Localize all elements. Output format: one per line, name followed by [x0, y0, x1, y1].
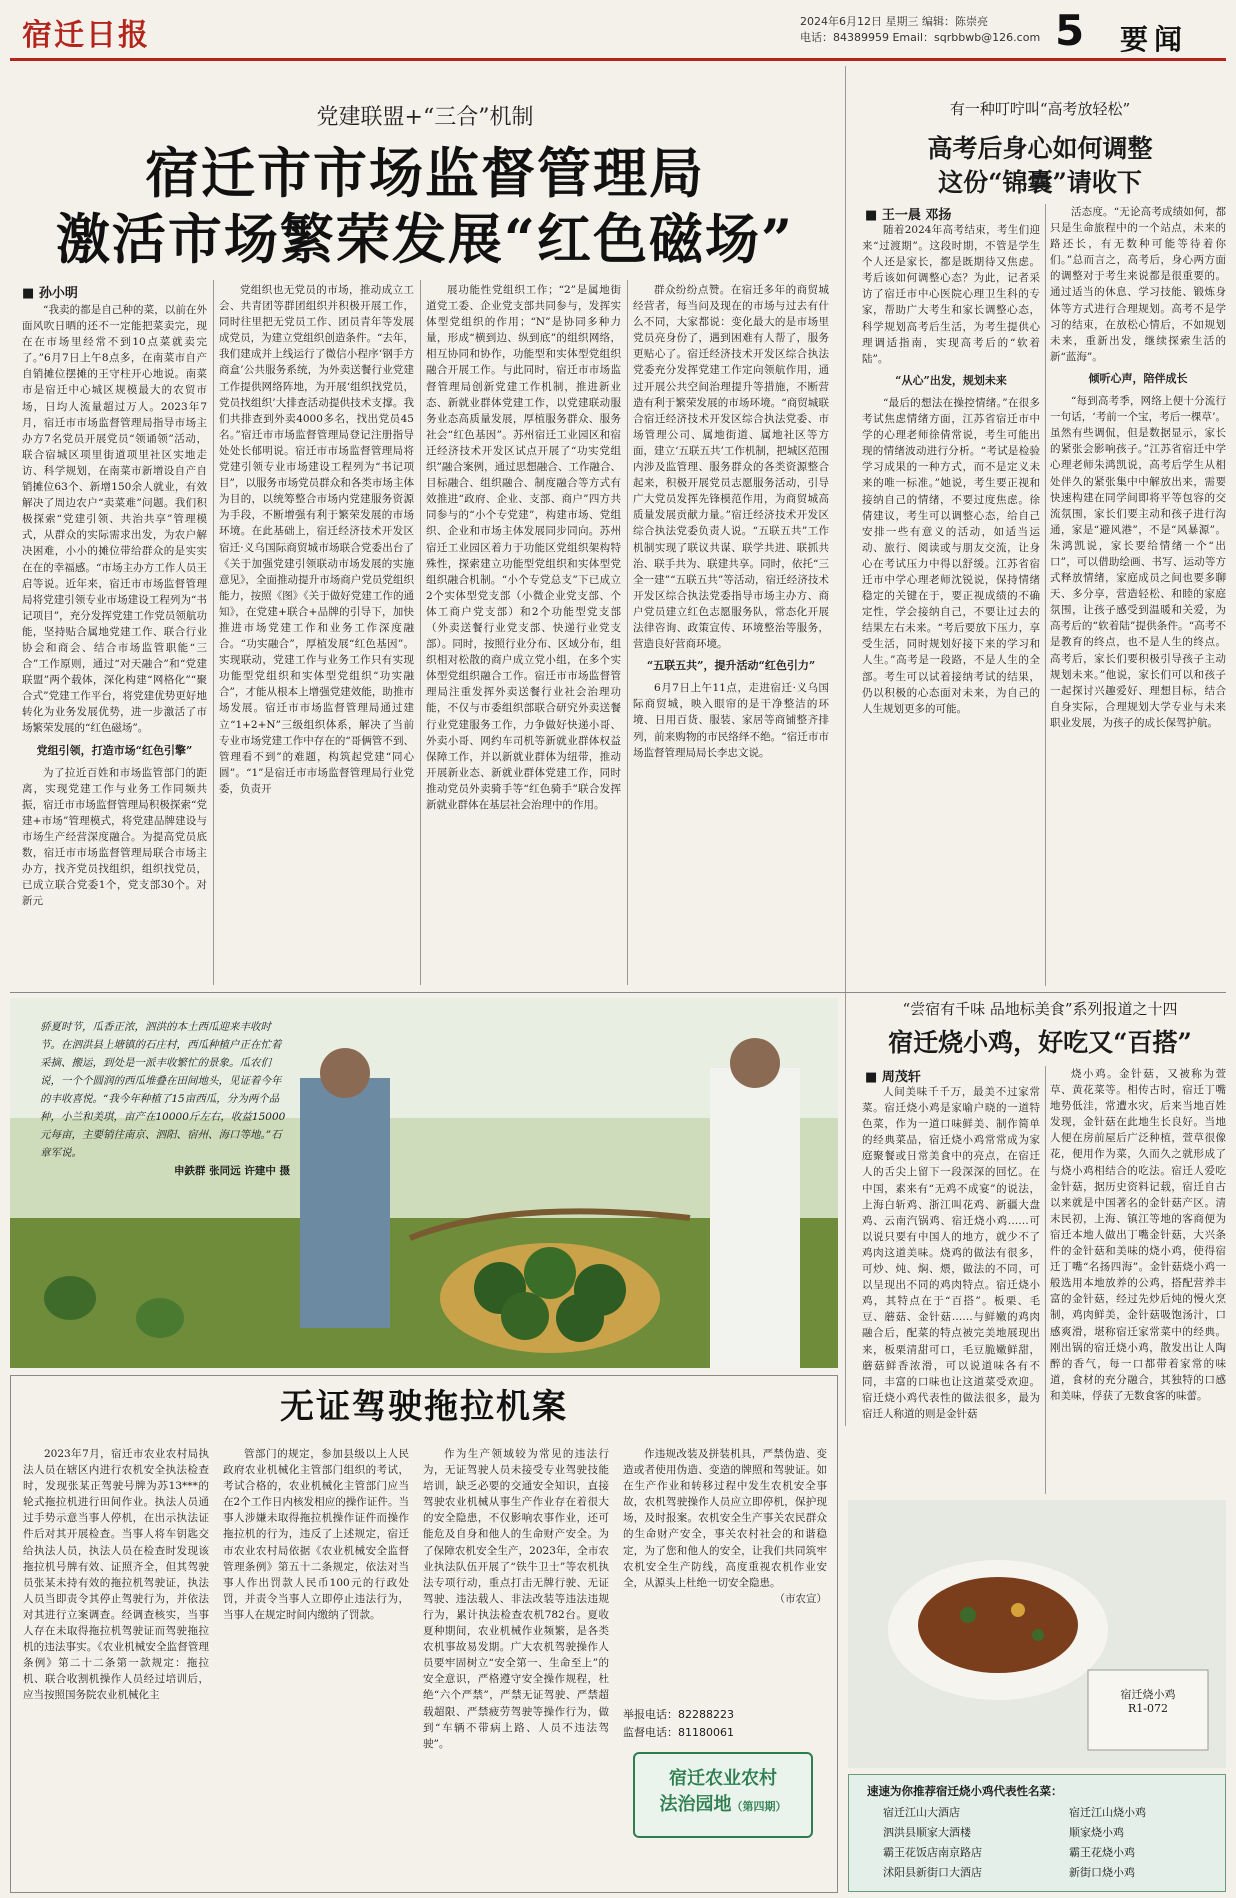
gaokao-column-2: [1050, 204, 1226, 986]
chicken-kicker: “尝宿有千味 品地标美食”系列报道之十四: [902, 1000, 1178, 1018]
lead-column-4: [633, 282, 829, 986]
stamp-line3: （第四期）: [731, 1800, 787, 1813]
lead-column-3: [426, 282, 621, 986]
recommend-restaurant: 沭阳县新街口大酒店: [883, 1866, 982, 1879]
lead-col1-subhead: 党组引领，打造市场“红色引擎”: [36, 743, 193, 757]
stamp-line2-wrap: [635, 1790, 811, 1816]
tractor-col1-text: 2023年7月，宿迁市农业农村局执法人员在辖区内进行农机安全执法检查时，发现张某正驾驶号牌为苏13***的轮式拖拉机进行田间作业。执法人员通过手势示意当事人停机，在出示执法证件后对其开展检查。当事人将车钥匙交给执法人员，执法人员在检查时发现该拖拉机号牌有效、证照齐全，但其驾驶员张某未持有效的拖拉机驾驶证，执法人员当即责令其停止驾驶行为，并依法对其进行立案调查。经调查核实，当事人存在未取得拖拉机驾驶证而驾驶拖拉机的违法事实。《农业机械安全监督管理条例》第二十二条第一款规定：拖拉机、联合收割机操作人员经过培训后，应当按照国务院农业机械化主: [23, 1448, 209, 1702]
masthead-meta: [800, 14, 1040, 46]
tractor-column-4: [623, 1446, 827, 1686]
lead-col3-text: 展功能性党组织工作；“2”是属地街道党工委、企业党支部共同参与，发挥实体型党组织的作用；“N”是协同多种力量，形成“横到边、纵到底”的组织网络，相互协同和协作，功能型和实体型党组织融合开展工作。与此同时，宿迁市市场监督管理局创新党建工作机制，推进新业态、新就业群体党建工作，以党建联动服务业态高质量发展，厚植服务群众、服务社会“红色基因”。苏州宿迁工业园区和宿迁经济技术开发区试点开展了“功实党组织”融合案例，通过思想融合、工作融合、目标融合、组织融合、制度融合等方式有效推进“政府、企业、支部、商户”四方共同参与的“小个专党建”，构建市场、党组织、企业和市场主体发展同步同向。苏州宿迁工业园区着力于功能区党组织架构特殊性，探索建立功能型党组织和实体型党组织融合机制。“小个专党总支”下已成立2个实体型党支部（小微企业党支部、个体工商户党支部）和2个功能型党支部（外卖送餐行业党支部、快递行业党支部）。同时，按照行业分布、区域分布，组织相对松散的商户成立党小组，在多个实体型党组织融合工作。宿迁市市场监督管理局注重发挥外卖送餐行业社会治理功能，不仅与市委组织部联合研究外卖送餐行业党建服务工作，力争做好快递小哥、外卖小哥、网约车司机等新就业群体权益保障工作，并以新就业群体为纽带，推动开展新业态、新就业群体党建工作，同时推动党员外卖骑手等“红色骑手”联合发挥新就业群体在基层社会治理中的作用。: [426, 284, 621, 811]
chicken-dish-photo: [848, 1500, 1226, 1768]
recommend-dish: 顺家烧小鸡: [1069, 1826, 1124, 1839]
chicken-column-2: [1050, 1066, 1226, 1494]
report-phone-label: 举报电话：: [623, 1708, 678, 1721]
gaokao-byline-text: 王一晨 邓扬: [881, 208, 952, 223]
section-rule: [10, 992, 1226, 993]
recommend-title: 速速为你推荐宿迁烧小鸡代表性名菜：: [867, 1784, 1063, 1798]
contact-line: 电话：84389959 Email：sqrbbwb@126.com: [800, 31, 1041, 44]
gaokao-headline-line1: 高考后身心如何调整: [927, 134, 1153, 163]
dish-label-card: [1094, 1686, 1202, 1715]
legal-column-stamp: [633, 1752, 813, 1838]
watermelon-photo: [10, 998, 838, 1368]
lead-col4-tail: 6月7日上午11点，走进宿迁·义乌国际商贸城，映入眼帘的是干净整洁的环境、日用百货、服装、家居等商铺整齐排列，前来购物的市民络绎不绝。“宿迁市市场监督管理局局长李忠文说。: [633, 682, 829, 759]
lead-column-1: [22, 302, 207, 986]
page-section: 要闻: [1120, 23, 1189, 56]
gaokao-column-1: [862, 222, 1040, 986]
lead-col2-text: 党组织也无党员的市场，推动成立工会、共青团等群团组织并积极开展工作，同时往里把无党员工作、团员青年等发展成党员，为建立党组织创造条件。“去年，我们建成并上线运行了微信小程序‘钢手方商盒’公共服务系统，为外卖送餐行业党建工作提供网络阵地，为开展‘组织找党员，党员找组织’大排查活动提供技术支撑。我们共排查到外卖4000多名，找出党员45名。”宿迁市市场监督管理局登记注册指导处处长郁明说。宿迁市市场监督管理局将党建引领专业市场建设工程列为“书记项目”，以服务市场党员群众和各类市场主体为目的，以统筹整合市场内党建服务资源为手段，不断增强有利于繁荣发展的市场环境。在此基础上，宿迁经济技术开发区宿迁·义乌国际商贸城市场联合党委出台了《关于加强党建引领联动市场发展的实施意见》，全面推动提升市场商户党员党组织能力，按照《图》《关于做好党建工作的通知》，在党建+联合+品牌的引导下，加快推进市场党建工作和业务工作深度融合。“功实融合”，厚植发展“红色基因”。实现联动，党建工作与业务工作只有实现功能型党组织和实体型党组织“功实融合”，才能从根本上增强党建效能，助推市场发展。宿迁市市场监督管理局通过建立“1+2+N”三级组织体系，解决了当前专业市场党建工作中存在的“哥俩管不到、管理看不到”的难题，构筑起党建“同心圆”。“1”是宿迁市市场监督管理局行业党委，负责开: [219, 284, 414, 795]
lead-col1-text: “我卖的都是自己种的菜，以前在外面风吹日晒的还不一定能把菜卖完，现在在市场里经常不到10点菜就卖完了。”6月7日上午8点多，在南菜市自产自销摊位摆摊的王守柱开心地说。南菜市是宿迁中心城区规模最大的农贸市场，日均人流量超过万人。2023年7月，宿迁市市场监督管理局指导市场主办方7名党员开展党员“领诵领”活动，联合宿城区项里街道项里社区实地走访、科学规划，在南菜市新增设自产自销摊位63个、新增150余人就业，有效解决了周边农户“卖菜难”问题。我们积极探索“党建引领、共治共享”管理模式，从群众的实际需求出发，为农户解决困难，小小的摊位带给群众的是实实在在的幸福感。“市场主办方工作人员王启等说。近年来，宿迁市市场监督管理局将党建引领专业市场建设工程列为“书记项目”，充分发挥党建工作党员领航功能，坚持贴合属地党建工作、联合行业协会和商会、结合市场监管职能“三合”工作原则，通过“对天融合”和“党建联盟”两个载体，深化构建“网格化”“聚合式”党建工作平台，将党建优势更好地转化为业务发展优势，进一步激活了市场繁荣发展的“红色磁场”。: [22, 304, 207, 735]
chicken-col1-text: 人间美味千千万，最美不过家常菜。宿迁烧小鸡是家喻户晓的一道特色菜，作为一道口味鲜美、制作简单的经典菜品，宿迁烧小鸡常常成为家庭聚餐或日常美食中的亮点，在宿迁人的舌尖上留下一段深深的回忆。在中国，素来有“无鸡不成宴”的说法，上海白斩鸡、浙江叫花鸡、新疆大盘鸡、云南汽锅鸡、宿迁烧小鸡……可以说只要有中国人的地方，就少不了鸡肉这道美味。烧鸡的做法有很多，可炒、炖、焖、煨，做法的不同，可以呈现出不同的鸡肉特点。宿迁烧小鸡，其特点在于“百搭”。板栗、毛豆、蘑菇、金针菇……与鲜嫩的鸡肉融合后，配菜的特点被完美地展现出来，板栗清甜可口，毛豆脆嫩鲜甜，蘑菇鲜香浓滑，可以说道味各有不同，丰富的口味也让这道菜受欢迎。宿迁烧小鸡代表性的做法很多，最为宿迁人称道的则是金针菇: [862, 1086, 1040, 1420]
tractor-column-3: [423, 1446, 609, 1886]
dish-label: 宿迁烧小鸡: [1120, 1688, 1176, 1701]
tractor-column-2: [223, 1446, 409, 1886]
chicken-dish-art: [848, 1500, 1226, 1768]
masthead-logo: 宿迁日报: [22, 18, 150, 53]
tractor-headline: 无证驾驶拖拉机案: [280, 1387, 568, 1427]
report-phone: [623, 1706, 827, 1724]
column-divider: [420, 280, 421, 985]
tractor-signoff: （市农宣）: [774, 1592, 827, 1605]
gaokao-byline: ■ 王一晨 邓扬: [865, 208, 952, 223]
tractor-col3-text: 作为生产领域较为常见的违法行为，无证驾驶人员未接受专业驾驶技能培训，缺乏必要的交通安全知识，直接驾驶农业机械从事生产作业存在着很大的安全隐患，不仅影响农事作业，还可能危及自身和他人的生命财产安全。为了保障农机安全生产，2023年，全市农业执法队伍开展了“铁牛卫士”等农机执法专项行动，重点打击无牌行驶、无证驾驶、违法载人、非法改装等违法违规行为，累计执法检查农机782台。夏收夏种期间，农业机械作业频繁，是各类农机事故易发期。广大农机驾驶操作人员要牢固树立“安全第一、生命至上”的安全意识，严格遵守安全操作规程，杜绝“六个严禁”，严禁无证驾驶、严禁超载超限、严禁疲劳驾驶等操作行为，做到“车辆不带病上路、人员不违法驾驶”。: [423, 1448, 609, 1750]
gaokao-col1-tail: “最后的想法在操控情绪。”在很多考试焦虑情绪方面，江苏省宿迁市中学的心理老师徐倩常说，考生可能出现的情绪波动进行分析。“考试是检验学习成果的一种方式，而不是定义未来的唯一标准。”她说，考生要正视和接纳自己的情绪，不要过度焦虑。徐倩建议，考生可以调整心态，给自己安排一些有意义的活动，如适当运动、旅行、阅读或与朋友交流，让身心在考试压力中得以舒缓。江苏省宿迁市中学心理老师沈锐说，保持情绪稳定的关键在于，要正视成绩的不确定性，学会接纳自己，不要让过去的结果左右未来。“考后要放下压力，享受生活，同时规划好接下来的学习和人生。”高考是一段路，不是人生的全部。考生可以试着接纳考试的结果，仍以积极的心态面对未来，为自己的人生规划更多的可能。: [862, 396, 1040, 715]
gaokao-col2-text: 活态度。“无论高考成绩如何，都只是生命旅程中的一个站点，未来的路还长，有无数种可能等待着你们。”总而言之，高考后，身心两方面的调整对于考生来说都是很重要的。通过适当的休息、学习技能、锻炼身体等方式进行合理规划。高考不是学习的结束，在放松心情后，不如规划未来，重新出发，继续探索生活的新“蓝海”。: [1050, 206, 1226, 363]
report-phone-number: 82288223: [678, 1708, 734, 1721]
lead-col1-tail: 为了拉近百姓和市场监管部门的距离，实现党建工作与业务工作同频共振，宿迁市市场监督管理局积极探索“党建+市场”管理模式，将党建品牌建设与市场生产经营深度融合。为提高党员底数，宿迁市市场监督管理局联合市场主办方，找齐党员找组织，组织找党员，已成立联合党委1个，党支部30个。对新元: [22, 766, 207, 908]
date-line: 2024年6月12日 星期三 编辑：陈崇亮: [800, 15, 988, 28]
recommend-restaurant: 霸王花饭店南京路店: [883, 1846, 982, 1859]
supervise-phone-label: 监督电话：: [623, 1726, 678, 1739]
chicken-col2-text: 烧小鸡。金针菇，又被称为萱草、黄花菜等。相传古时，宿迁丁嘴地势低洼，常遭水灾，后来当地百姓发现，金针菇在此地生长良好。当地人便在房前屋后广泛种植，萱草很像花，便用作为菜，久而久之就形成了与烧小鸡相结合的吃法。宿迁人爱吃金针菇，据历史资料记载，宿迁自古以来就是中国著名的金针菇产区。清末民初，上海、镇江等地的客商便为宿迁本地人做出丁嘴金针菇，大兴条件的金针菇和美味的烧小鸡，使得宿迁丁嘴“名扬四海”。金针菇烧小鸡一般选用本地放养的公鸡，搭配营养丰富的金针菇，经过先炒后炖的慢火烹制，鸡肉鲜美，金针菇吸饱汤汁，口感爽滑，堪称宿迁家常菜中的经典。刚出锅的宿迁烧小鸡，散发出让人陶醉的香气，每一口都带着家常的味道，食材的充分融合，其独特的口感和美味，俘获了无数食客的味蕾。: [1050, 1068, 1226, 1402]
photo-caption-text: 骄夏时节，瓜香正浓，泗洪的本土西瓜迎来丰收时节。在泗洪县上塘镇的石庄村，西瓜种植户正在忙着采摘、搬运，到处是一派丰收繁忙的景象。瓜农们说，一个个圆润的西瓜堆叠在田间地头，见证着今年的丰收喜悦。“我今年种植了15亩西瓜，分为两个品种，小兰和美琪，亩产在10000斤左右，收益15000元每亩，主要销往南京、泗阳、宿州、海口等地。”石章军说。: [40, 1021, 286, 1159]
stamp-line2: 法治园地: [659, 1794, 732, 1815]
lead-headline-line2: 激活市场繁荣发展“红色磁场”: [55, 207, 795, 271]
gaokao-headline-line2: 这份“锦囊”请收下: [938, 168, 1142, 197]
recommend-dish: 新街口烧小鸡: [1069, 1866, 1135, 1879]
gaokao-col1-subhead: “从心”出发，规划未来: [895, 373, 1007, 387]
tractor-case-box: [10, 1375, 838, 1893]
recommend-box: [848, 1774, 1226, 1892]
photo-caption: [40, 1018, 290, 1180]
column-divider: [1045, 1066, 1046, 1494]
photo-credit: 申鉄群 张同远 许建中 摄: [174, 1165, 290, 1177]
column-divider: [627, 280, 628, 985]
chicken-column-1: [862, 1084, 1040, 1494]
gaokao-col2-subhead: 倾听心声，陪伴成长: [1088, 371, 1188, 385]
lead-kicker: 党建联盟+“三合”机制: [316, 105, 534, 130]
chicken-headline: 宿迁烧小鸡，好吃又“百搭”: [888, 1028, 1192, 1057]
tractor-phones: [623, 1706, 827, 1742]
supervise-phone: [623, 1724, 827, 1742]
recommend-right-list: [1069, 1803, 1219, 1883]
recommend-restaurant: 泗洪县顺家大酒楼: [883, 1826, 971, 1839]
tractor-col4-text: 作违规改装及拼装机具，严禁伪造、变造或者使用伪造、变造的牌照和驾驶证。如在生产作业和转移过程中发生农机安全事故，农机驾驶操作人员应立即停机，保护现场，及时报案。农机安全生产事关农民群众的生命财产安全，事关农村社会的和谐稳定，为了您和他人的安全，让我们共同筑牢农机安全生产防线，高度重视农机作业安全，从源头上杜绝一切安全隐患。: [623, 1448, 827, 1589]
lead-byline: ■ 孙小明: [22, 286, 78, 301]
gaokao-kicker: 有一种叮咛叫“高考放轻松”: [949, 100, 1131, 118]
recommend-dish: 宿迁江山烧小鸡: [1069, 1806, 1146, 1819]
lead-col4-text: 群众纷纷点赞。在宿迁多年的商贸城经营者，每当问及现在的市场与过去有什么不同，大家都说：变化最大的是市场里党员亮身份了，遇到困难有人帮了，服务更贴心了。宿迁经济技术开发区综合执法党委充分发挥党建工作定向领航作用，通过开展公共空间治理提升等措施，不断营造有利于繁荣发展的市场环境。“商贸城联合宿迁经济技术开发区综合执法党委、市场管理公司、属地街道、属地社区等方面，建立‘五联五共’工作机制，把城区范围内涉及监管理、服务群众的各类资源整合起来，积极开展党员志愿服务活动，引导广大党员发挥先锋模范作用，为商贸城高质量发展贡献力量。”宿迁经济技术开发区综合执法党委负责人说。“五联五共”工作机制实现了联议共谋、联学共进、联抓共治、联手共为、联建共享。同时，依托“三全一建”“五联五共”等活动，宿迁经济技术开发区综合执法党委指导市场主办方、商户党员建立红色志愿服务队，常态化开展法律咨询、政策宣传、环境整治等服务，营造良好营商环境。: [633, 284, 829, 651]
column-divider: [213, 280, 214, 985]
supervise-phone-number: 81180061: [678, 1726, 734, 1739]
recommend-dish: 霸王花烧小鸡: [1069, 1846, 1135, 1859]
page-number: 5: [1055, 6, 1085, 55]
recommend-restaurant: 宿迁江山大酒店: [883, 1806, 960, 1819]
lead-headline-line1: 宿迁市市场监督管理局: [145, 141, 705, 205]
lead-column-2: [219, 282, 414, 986]
lead-byline-text: 孙小明: [38, 286, 78, 301]
recommend-left-list: [883, 1803, 1053, 1883]
gaokao-col1-text: 随着2024年高考结束，考生们迎来“过渡期”。这段时期，不管是学生个人还是家长，都是既期待又焦虑。考后该如何调整心态？为此，记者采访了宿迁市中心医院心理卫生科的专家，帮助广大考生和家长调整心态，科学规划高考后生活，为考生提供心理调适指南，实现高考后的“软着陆”。: [862, 224, 1040, 365]
section-divider: [845, 66, 846, 1426]
stamp-line1: 宿迁农业农村: [669, 1768, 777, 1789]
gaokao-col2-tail: “每到高考季，网络上便十分流行一句话，‘考前一个宝，考后一棵草’。虽然有些调侃，但是数据显示，家长的紧张会影响孩子。”江苏省宿迁中学心理老师朱鸿凯说，高考后学生从相处伴久的紧张集中中解放出来，需要快速构建在同学间即将平等包容的交流氛围，家长们要主动和孩子进行沟通，家是“避风港”，不是“风暴源”。朱鸿凯说，家长要给情绪一个“出口”，可以借助绘画、书写、运动等方式释放情绪，家庭成员之间也要多聊天、多分享，营造轻松、和睦的家庭氛围，让孩子感受到温暖和关爱，为高考后的“软着陆”提供条件。“高考不是教育的终点，也不是人生的终点。高考后，家长们要积极引导孩子主动规划未来。”他说，家长们可以和孩子一起探讨兴趣爱好、理想目标，结合自身实际，合理规划大学专业与未来职业发展，为孩子的成长保驾护航。: [1050, 395, 1226, 729]
masthead-rule: [10, 58, 1226, 61]
column-divider: [1045, 204, 1046, 986]
chicken-byline: ■ 周茂轩: [865, 1070, 921, 1085]
chicken-byline-text: 周茂轩: [881, 1070, 921, 1085]
tractor-col2-text: 管部门的规定，参加县级以上人民政府农业机械化主管部门组织的考试，考试合格的，农业机械化主管部门应当在2个工作日内核发相应的操作证件。当事人涉嫌未取得拖拉机操作证件而操作拖拉机的行为，违反了上述规定，宿迁市农业农村局依据《农业机械安全监督管理条例》第五十二条规定，依法对当事人作出罚款人民币100元的行政处罚，并责令当事人立即停止违法行为，当事人在规定时间内缴纳了罚款。: [223, 1448, 409, 1621]
lead-col4-subhead: “五联五共”，提升活动“红色引力”: [646, 659, 816, 673]
tractor-column-1: [23, 1446, 209, 1886]
dish-code: R1-072: [1128, 1702, 1168, 1715]
